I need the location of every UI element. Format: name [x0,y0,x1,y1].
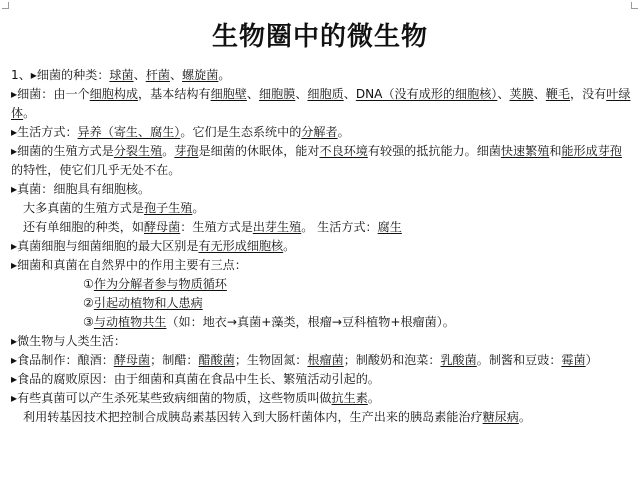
text-line [11,66,633,85]
text-segment: ；制醋： [150,353,199,367]
text-segment: 。 生活方式： [301,220,378,234]
text-segment: ▸细菌和真菌在自然界中的作用主要有三点： [11,258,247,272]
underlined-term: 芽孢 [174,144,199,158]
underlined-term: 螺旋菌 [182,68,219,82]
text-segment: 利用转基因技术把控制合成胰岛素基因转入到大肠杆菌体内，生产出来的胰岛素能治疗 [23,410,483,424]
text-segment: ，基本结构有 [138,87,211,101]
text-segment: 。 [518,410,531,424]
underlined-term: 叶绿体 [11,87,631,120]
text-segment: ▸真菌：细胞具有细胞核。 [11,182,151,196]
text-segment: ；制酸奶和泡菜： [343,353,441,367]
text-line [11,294,633,313]
text-segment: ▸有些真菌可以产生杀死某些致病细菌的物质，这些物质叫做 [11,391,332,405]
text-segment: ▸生活方式： [11,125,78,139]
text-line [11,123,633,142]
text-segment: 还有单细胞的种类，如 [23,220,144,234]
underlined-term: 作为分解者参与物质循环 [93,277,227,291]
underlined-term: 醋酸菌 [198,353,235,367]
text-line [11,332,633,351]
underlined-term: 乳酸菌 [440,353,477,367]
text-segment: 、 [343,87,356,101]
text-segment: 和 [549,144,562,158]
text-segment: 、 [497,87,510,101]
text-segment: 。 [192,201,205,215]
text-segment: ▸真菌细胞与细菌细胞的最大区别是 [11,239,199,253]
underlined-term: 异养（寄生、腐生） [77,125,181,139]
text-segment: 。 [218,68,231,82]
text-segment: 是细菌的休眠体，能对 [198,144,320,158]
text-segment: 。 [283,239,296,253]
underlined-term: 细胞膜 [259,87,296,101]
text-segment: 。它们是生态系统中的 [180,125,302,139]
underlined-term: 杆菌 [145,68,170,82]
text-segment: 。 [23,106,36,120]
underlined-term: 细胞构成 [89,87,139,101]
text-segment: 。 [367,391,380,405]
text-line [11,256,633,275]
text-segment: 、 [169,68,183,82]
underlined-term: 与动植物共生 [93,315,167,329]
text-line [11,408,633,427]
text-segment: ▸微生物与人类生活： [11,334,126,348]
underlined-term: 糖尿病 [482,410,519,424]
text-segment: （如：地衣→真菌+藻类，根瘤→豆科植物+根瘤菌）。 [166,315,455,329]
underlined-term: 腐生 [377,220,402,234]
text-segment: ① [83,277,94,291]
text-segment: 的特性，使它们几乎无处不在。 [11,163,181,177]
text-line [11,199,633,218]
text-segment: ，没有 [569,87,607,101]
underlined-term: 孢子生殖 [143,201,193,215]
text-line [11,85,633,123]
text-segment: 、 [533,87,546,101]
text-segment: ） [585,353,598,367]
text-segment: 、 [133,68,146,82]
text-segment: 。 [337,125,350,139]
underlined-term: DNA（没有成形的细胞核） [355,87,498,101]
underlined-term: 不良环境 [319,144,368,158]
underlined-term: 球菌 [109,68,134,82]
page-corner-mark [2,2,9,9]
underlined-term: 细胞质 [307,87,344,101]
text-segment: 1、▸细菌的种类： [11,68,110,82]
underlined-term: 霉菌 [561,353,586,367]
text-line [11,142,633,180]
page-title: 生物圈中的微生物 [211,22,428,52]
text-segment: ▸细菌的生殖方式是 [11,144,114,158]
text-segment: 大多真菌的生殖方式是 [23,201,144,215]
text-line [11,351,633,370]
underlined-term: 荚膜 [509,87,534,101]
underlined-term: 快速繁殖 [500,144,550,158]
text-line [11,237,633,256]
underlined-term: 出芽生殖 [252,220,302,234]
underlined-term: 能形成芽孢 [561,144,622,158]
text-line [11,180,633,199]
text-segment: ② [83,296,94,310]
text-segment: 。 [162,144,175,158]
text-segment: 。制酱和豆豉： [476,353,562,367]
text-segment: ；生物固氮： [234,353,308,367]
underlined-term: 酵母菌 [113,353,151,367]
underlined-term: 细胞壁 [210,87,247,101]
underlined-term: 有无形成细胞核 [198,239,284,253]
document-body [11,66,633,427]
text-segment: ：生殖方式是 [180,220,253,234]
text-line [11,389,633,408]
text-segment: ▸细菌：由一个 [11,87,90,101]
underlined-term: 酵母菌 [143,220,181,234]
underlined-term: 根瘤菌 [307,353,344,367]
underlined-term: 引起动植物和人患病 [93,296,203,310]
underlined-term: 分裂生殖 [113,144,163,158]
text-segment: 有较强的抵抗能力。细菌 [367,144,501,158]
underlined-term: 抗生素 [331,391,368,405]
text-segment: 、 [295,87,308,101]
text-segment: ③ [83,315,94,329]
page-corner-mark [631,2,638,9]
text-line [11,370,633,389]
underlined-term: 鞭毛 [545,87,570,101]
text-line [11,313,633,332]
text-segment: ▸食品的腐败原因：由于细菌和真菌在食品中生长、繁殖活动引起的。 [11,372,380,386]
text-segment: ▸食品制作：酿酒： [11,353,114,367]
text-line [11,218,633,237]
text-line [11,275,633,294]
underlined-term: 分解者 [301,125,338,139]
text-segment: 、 [246,87,260,101]
